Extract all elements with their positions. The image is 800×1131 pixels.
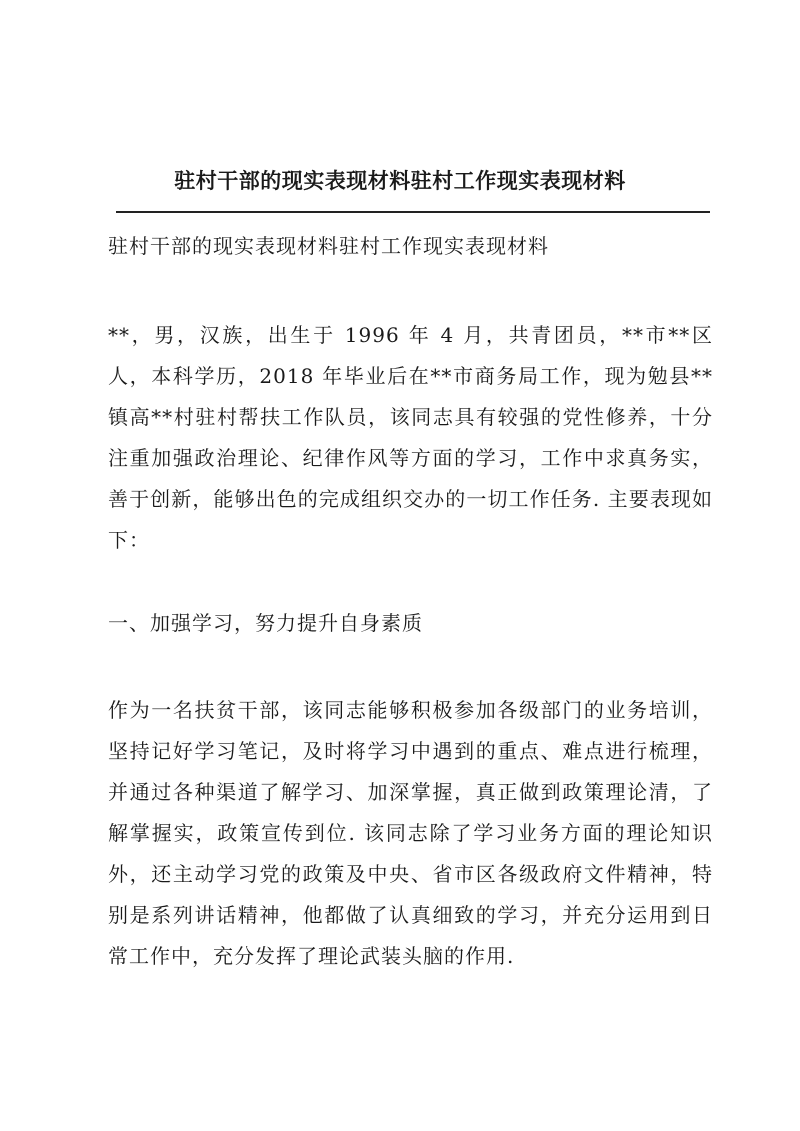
title-underline-rule: [116, 211, 710, 213]
section-1-paragraph: 作为一名扶贫干部，该同志能够积极参加各级部门的业务培训，坚持记好学习笔记，及时将学习中遇到的重点、难点进行梳理，并通过各种渠道了解学习、加深掌握，真正做到政策理论清，了解掌握实，政策宣传到位. 该同志除了学习业务方面的理论知识外，还主动学习党的政策及中央、省市区各级政府文件精神，特别是系列讲话精神，他都做了认真细致的学习，并充分运用到日常工作中，充分发挥了理论武装头脑的作用.: [108, 698, 713, 968]
intro-paragraph: **，男，汉族，出生于 1996 年 4 月，共青团员，**市**区人，本科学历，2018 年毕业后在**市商务局工作，现为勉县**镇高**村驻村帮扶工作队员，该同志具有较强的党性修养，十分注重加强政治理论、纪律作风等方面的学习，工作中求真务实，善于创新，能够出色的完成组织交办的一切工作任务. 主要表现如下：: [108, 323, 713, 552]
document-title: 驻村干部的现实表现材料驻村工作现实表现材料: [174, 169, 626, 193]
document-subtitle: 驻村干部的现实表现材料驻村工作现实表现材料: [108, 234, 549, 258]
section-1-heading: 一、加强学习，努力提升自身素质: [108, 611, 423, 635]
